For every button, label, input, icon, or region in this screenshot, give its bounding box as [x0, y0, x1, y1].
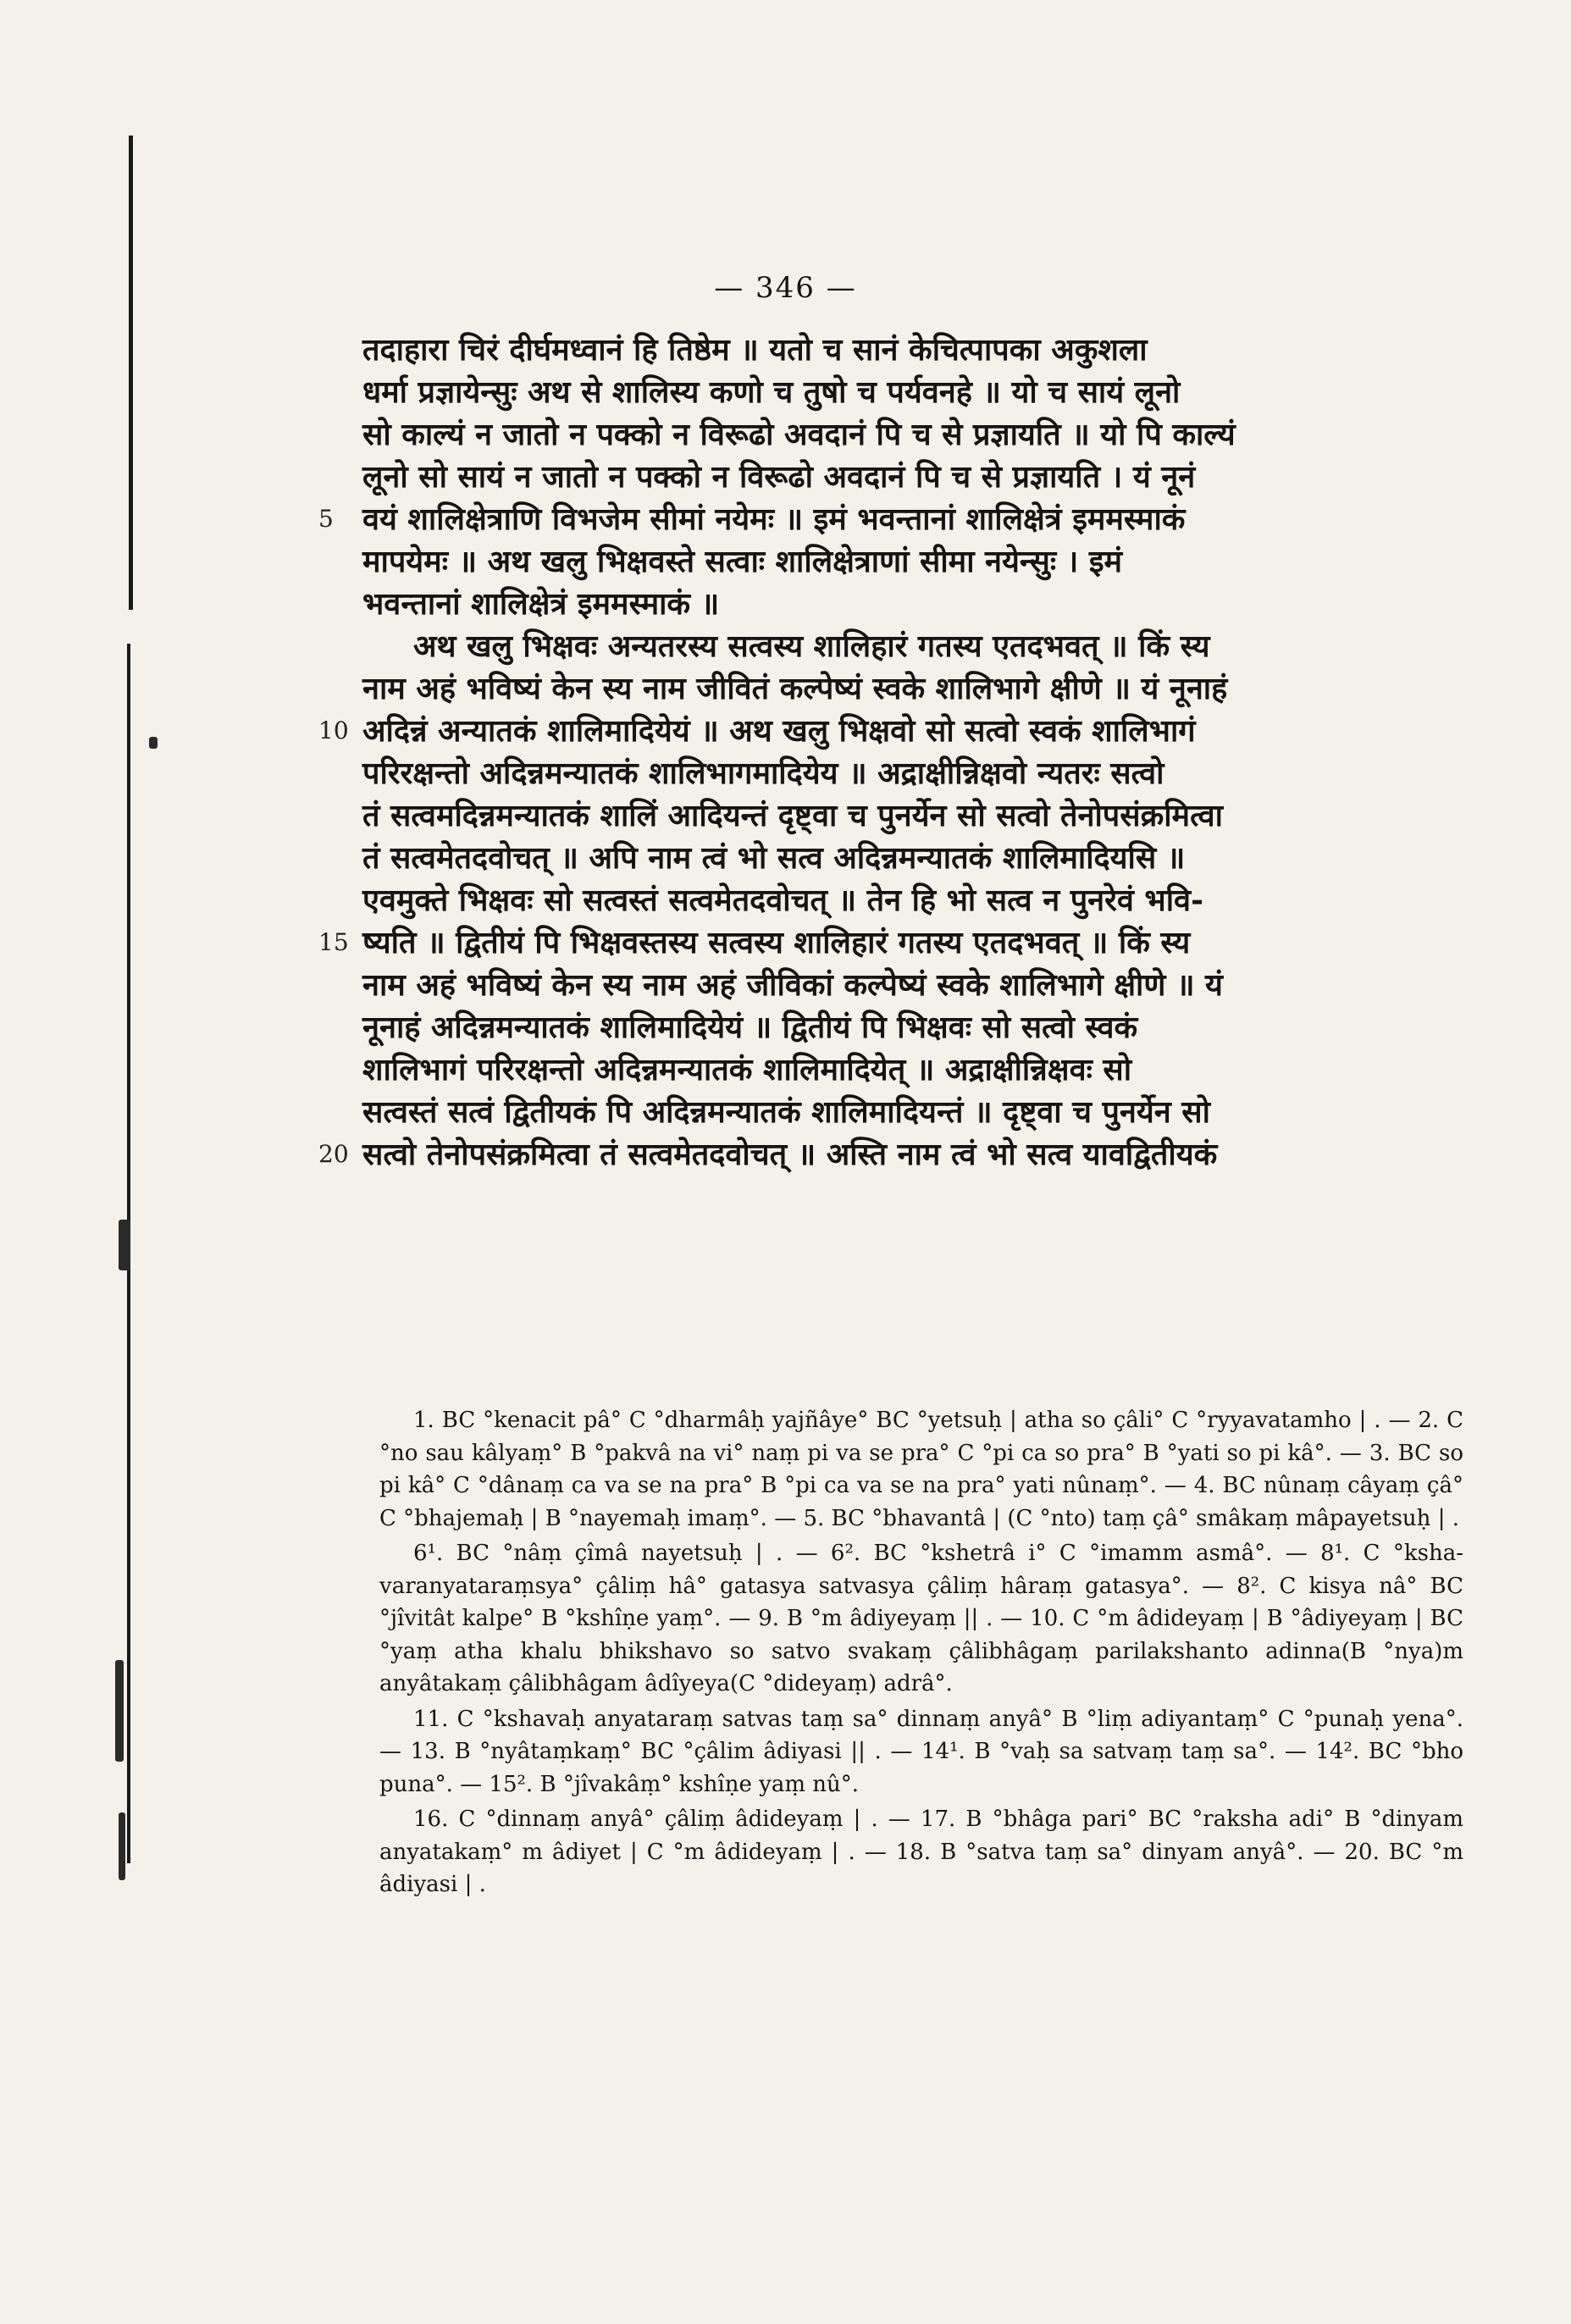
line-text: तं सत्वमदिन्नमन्यातकं शालिं आदियन्तं दृष्ट्वा च पुनर्येन सो सत्वो तेनोपसंक्रमित्वा [362, 798, 1223, 833]
margin-scan-line [129, 136, 133, 610]
line-text: सत्वो तेनोपसंक्रमित्वा तं सत्वमेतदवोचत् ॥ अस्ति नाम त्वं भो सत्व यावद्वितीयकं [362, 1137, 1218, 1172]
text-line [362, 540, 1489, 583]
text-line [318, 498, 1489, 540]
text-line [362, 667, 1489, 710]
line-text: तं सत्वमेतदवोचत् ॥ अपि नाम त्वं भो सत्व अदिन्नमन्यातकं शालिमादियसि ॥ [362, 840, 1186, 876]
text-line [318, 710, 1489, 752]
footnote-paragraph: 11. C °kshavaḥ anyataraṃ satvas taṃ sa° dinnaṃ anyâ° B °liṃ adiyantaṃ° C °punaḥ yena°. — 13. B °nyâtaṃkaṃ° BC °çâlim âdiyasi || . — 14¹. B °vaḥ sa satvaṃ taṃ sa°. — 14². BC °bho puna°. — 15². B °jîvakâṃ° kshîṇe yaṃ nû°. [379, 1706, 1463, 1797]
line-number: 20 [318, 1140, 349, 1168]
line-number: 10 [318, 717, 349, 744]
line-text: मापयेमः ॥ अथ खलु भिक्षवस्ते सत्वाः शालिक्षेत्राणां सीमा नयेन्सुः । इमं [362, 544, 1123, 579]
text-line [362, 625, 1489, 667]
line-text: एवमुक्ते भिक्षवः सो सत्वस्तं सत्वमेतदवोचत् ॥ तेन हि भो सत्व न पुनरेवं भवि- [362, 883, 1204, 918]
text-line [362, 879, 1489, 921]
margin-speck [119, 1812, 125, 1880]
line-text: अथ खलु भिक्षवः अन्यतरस्य सत्वस्य शालिहारं गतस्य एतदभवत् ॥ किं स्य [413, 628, 1210, 664]
margin-speck [149, 737, 158, 749]
text-line [362, 964, 1489, 1006]
text-line [362, 1049, 1489, 1091]
margin-speck [115, 1660, 124, 1762]
text-line [318, 921, 1489, 964]
page-number: — 346 — [714, 271, 857, 305]
line-text: नाम अहं भविष्यं केन स्य नाम जीवितं कल्पेष्यं स्वके शालिभागे क्षीणे ॥ यं नूनाहं [362, 671, 1228, 706]
text-line [362, 1091, 1489, 1133]
text-line [362, 413, 1489, 456]
line-text: भवन्तानां शालिक्षेत्रं इममस्माकं ॥ [362, 586, 720, 622]
margin-speck [119, 1220, 130, 1270]
text-line [318, 1133, 1489, 1176]
text-line [362, 583, 1489, 625]
text-line [362, 752, 1489, 794]
text-line [362, 329, 1489, 371]
line-number: 5 [318, 505, 334, 533]
line-text: सो काल्यं न जातो न पक्को न विरूढो अवदानं पि च से प्रज्ञायति ॥ यो पि काल्यं [362, 417, 1236, 452]
line-text: सत्वस्तं सत्वं द्वितीयकं पि अदिन्नमन्यातकं शालिमादियन्तं ॥ दृष्ट्वा च पुनर्येन सो [362, 1094, 1210, 1130]
text-line [362, 1006, 1489, 1049]
footnote-paragraph: 6¹. BC °nâṃ çîmâ nayetsuḥ | . — 6². BC °kshetrâ i° C °imamm asmâ°. — 8¹. C °ksha-varanyataraṃsya° çâliṃ hâ° gatasya satvasya çâliṃ hâraṃ gatasya°. — 8². C kisya nâ° BC °jîvitât kalpe° B °kshîṇe yaṃ°. — 9. B °m âdiyeyaṃ || . — 10. C °m âdideyaṃ | B °âdiyeyaṃ | BC °yaṃ atha khalu bhikshavo so satvo svakaṃ çâlibhâgaṃ parilakshanto adinna(B °nya)m anyâtakaṃ çâlibhâgam âdîyeya(C °dideyaṃ) adrâ°. [379, 1541, 1463, 1696]
footnote-paragraph: 16. C °dinnaṃ anyâ° çâliṃ âdideyaṃ | . — 17. B °bhâga pari° BC °raksha adi° B °dinyam anyatakaṃ° m âdiyet | C °m âdideyaṃ | . — 18. B °satva taṃ sa° dinyam anyâ°. — 20. BC °m âdiyasi | . [379, 1807, 1463, 1897]
line-text: तदाहारा चिरं दीर्घमध्वानं हि तिष्ठेम ॥ यतो च सानं केचित्पापका अकुशला [362, 332, 1148, 368]
line-text: लूनो सो सायं न जातो न पक्को न विरूढो अवदानं पि च से प्रज्ञायति । यं नूनं [362, 459, 1196, 495]
footnote-paragraph: 1. BC °kenacit pâ° C °dharmâḥ yajñâye° BC °yetsuḥ | atha so çâli° C °ryyavatamho | . — 2. C °no sau kâlyaṃ° B °pakvâ na vi° naṃ pi va se pra° C °pi ca so pra° B °yati so pi kâ°. — 3. BC so pi kâ° C °dânaṃ ca va se na pra° B °pi ca va se na pra° yati nûnaṃ°. — 4. BC nûnaṃ câyaṃ çâ° C °bhajemaḥ | B °nayemaḥ imaṃ°. — 5. BC °bhavantâ | (C °nto) taṃ çâ° smâkaṃ mâpayetsuḥ | . [379, 1408, 1463, 1531]
text-line [362, 456, 1489, 498]
text-line [362, 837, 1489, 879]
line-text: परिरक्षन्तो अदिन्नमन्यातकं शालिभागमादियेय ॥ अद्राक्षीन्निक्षवो न्यतरः सत्वो [362, 755, 1164, 791]
main-text [318, 329, 1489, 1176]
line-text: ष्यति ॥ द्वितीयं पि भिक्षवस्तस्य सत्वस्य शालिहारं गतस्य एतदभवत् ॥ किं स्य [362, 925, 1191, 960]
text-line [362, 794, 1489, 837]
line-text: शालिभागं परिरक्षन्तो अदिन्नमन्यातकं शालिमादियेत् ॥ अद्राक्षीन्निक्षवः सो [362, 1052, 1132, 1087]
line-text: अदिन्नं अन्यातकं शालिमादियेयं ॥ अथ खलु भिक्षवो सो सत्वो स्वकं शालिभागं [362, 713, 1196, 749]
line-text: धर्मा प्रज्ञायेन्सुः अथ से शालिस्य कणो च तुषो च पर्यवनहे ॥ यो च सायं लूनो [362, 374, 1181, 410]
line-text: वयं शालिक्षेत्राणि विभजेम सीमां नयेमः ॥ इमं भवन्तानां शालिक्षेत्रं इममस्माकं [362, 501, 1186, 537]
line-text: नूनाहं अदिन्नमन्यातकं शालिमादियेयं ॥ द्वितीयं पि भिक्षवः सो सत्वो स्वकं [362, 1010, 1138, 1045]
text-line [362, 371, 1489, 413]
footnotes [379, 1404, 1463, 1904]
line-number: 15 [318, 928, 349, 956]
line-text: नाम अहं भविष्यं केन स्य नाम अहं जीविकां कल्पेष्यं स्वके शालिभागे क्षीणे ॥ यं [362, 967, 1223, 1003]
